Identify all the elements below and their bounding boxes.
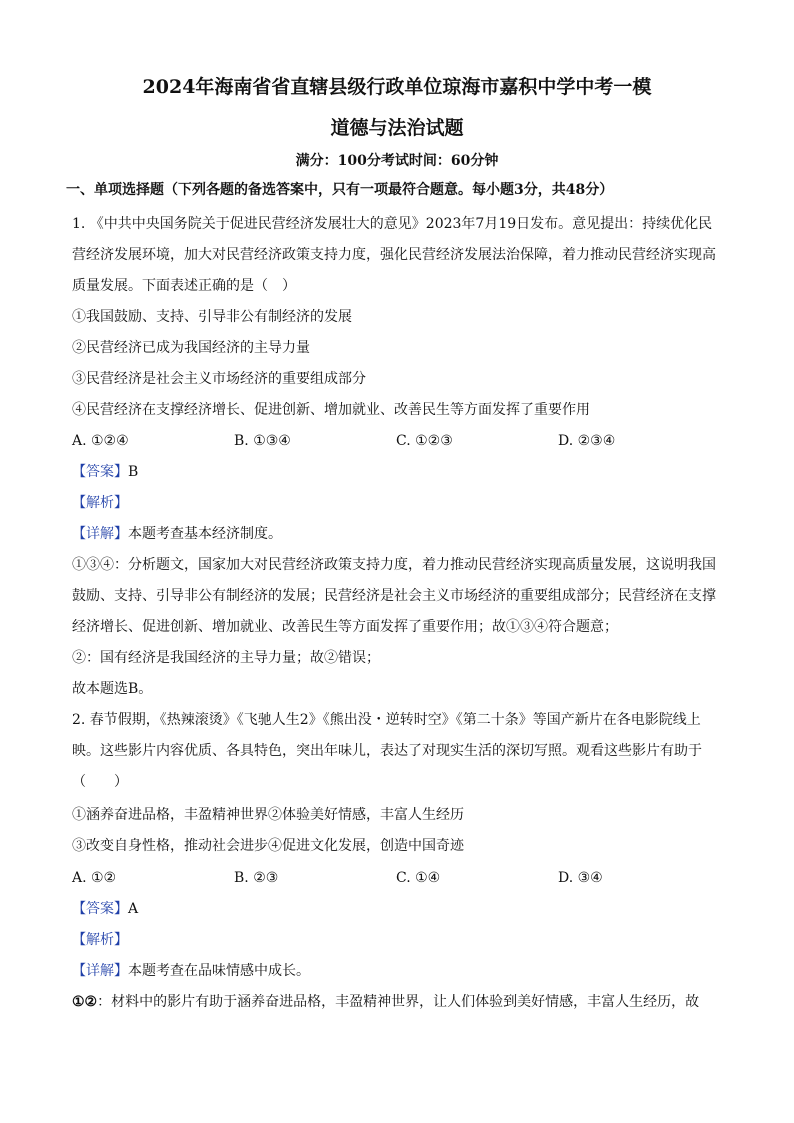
answer-value: A [128, 901, 139, 917]
explain-lead: ①② [72, 994, 98, 1010]
q1-explain-line: ②：国有经济是我国经济的主导力量；故②错误； [72, 650, 380, 666]
analysis-tag: 【解析】 [72, 932, 128, 948]
q1-explain-line: 鼓励、支持、引导非公有制经济的发展；民营经济是社会主义市场经济的重要组成部分；民营经济在支撑 [72, 588, 716, 604]
answer-tag: 【答案】 [72, 464, 128, 480]
q1-explain-line: 经济增长、促进创新、增加就业、改善民生等方面发挥了重要作用；故①③④符合题意； [72, 619, 618, 635]
explain-text: ：材料中的影片有助于涵养奋进品格，丰盈精神世界，让人们体验到美好情感，丰富人生经历，故 [97, 994, 700, 1010]
q1-stem-line: 质量发展。下面表述正确的是（ ） [72, 278, 296, 294]
q2-option-a: A. ①② [72, 870, 117, 886]
detail-tag: 【详解】 [72, 963, 128, 979]
q1-option-d: D. ②③④ [558, 433, 616, 449]
q1-option-b: B. ①③④ [234, 433, 291, 449]
answer-value: B [128, 464, 139, 480]
q2-option-d: D. ③④ [558, 870, 603, 886]
section-heading: 一、单项选择题（下列各题的备选答案中，只有一项最符合题意。每小题3分，共48分） [66, 182, 614, 198]
q1-option-a: A. ①②④ [72, 433, 129, 449]
answer-tag: 【答案】 [72, 901, 128, 917]
q1-option-c: C. ①②③ [396, 433, 453, 449]
exam-title: 2024年海南省省直辖县级行政单位琼海市嘉积中学中考一模 [142, 76, 652, 98]
q2-analysis [72, 931, 128, 949]
q1-answer [72, 463, 138, 481]
q1-item: ②民营经济已成为我国经济的主导力量 [72, 340, 310, 356]
q2-stem-line: （ ） [72, 774, 128, 790]
q2-explain-line [72, 993, 699, 1011]
q2-stem-line: 2. 春节假期，《热辣滚烫》《飞驰人生2》《熊出没・逆转时空》《第二十条》等国产新片在各电影院线上 [72, 712, 701, 728]
q1-analysis [72, 494, 128, 512]
q1-explain-line: 故本题选B。 [72, 681, 153, 697]
detail-text: 本题考查基本经济制度。 [128, 526, 282, 542]
q2-item: ③改变自身性格，推动社会进步④促进文化发展，创造中国奇迹 [72, 838, 464, 854]
detail-tag: 【详解】 [72, 526, 128, 542]
q2-option-c: C. ①④ [396, 870, 441, 886]
q2-answer [72, 900, 138, 918]
q2-option-b: B. ②③ [234, 870, 279, 886]
q1-explain-line: ①③④：分析题文，国家加大对民营经济政策支持力度，着力推动民营经济实现高质量发展，这说明我国 [72, 557, 716, 573]
q1-item: ①我国鼓励、支持、引导非公有制经济的发展 [72, 309, 352, 325]
q2-detail [72, 962, 310, 980]
q1-item: ④民营经济在支撑经济增长、促进创新、增加就业、改善民生等方面发挥了重要作用 [72, 402, 590, 418]
exam-meta: 满分：100分考试时间：60分钟 [295, 153, 499, 169]
subject-title: 道德与法治试题 [330, 117, 464, 139]
q2-stem-line: 映。这些影片内容优质、各具特色，突出年味儿，表达了对现实生活的深切写照。观看这些影片有助于 [72, 743, 702, 759]
q1-item: ③民营经济是社会主义市场经济的重要组成部分 [72, 371, 366, 387]
q1-stem-line: 营经济发展环境，加大对民营经济政策支持力度，强化民营经济发展法治保障，着力推动民营经济实现高 [72, 247, 716, 263]
q1-stem-line: 1. 《中共中央国务院关于促进民营经济发展壮大的意见》2023年7月19日发布。意见提出：持续优化民 [72, 216, 713, 232]
q2-item: ①涵养奋进品格，丰盈精神世界②体验美好情感，丰富人生经历 [72, 807, 464, 823]
q1-detail [72, 525, 282, 543]
detail-text: 本题考查在品味情感中成长。 [128, 963, 310, 979]
analysis-tag: 【解析】 [72, 495, 128, 511]
